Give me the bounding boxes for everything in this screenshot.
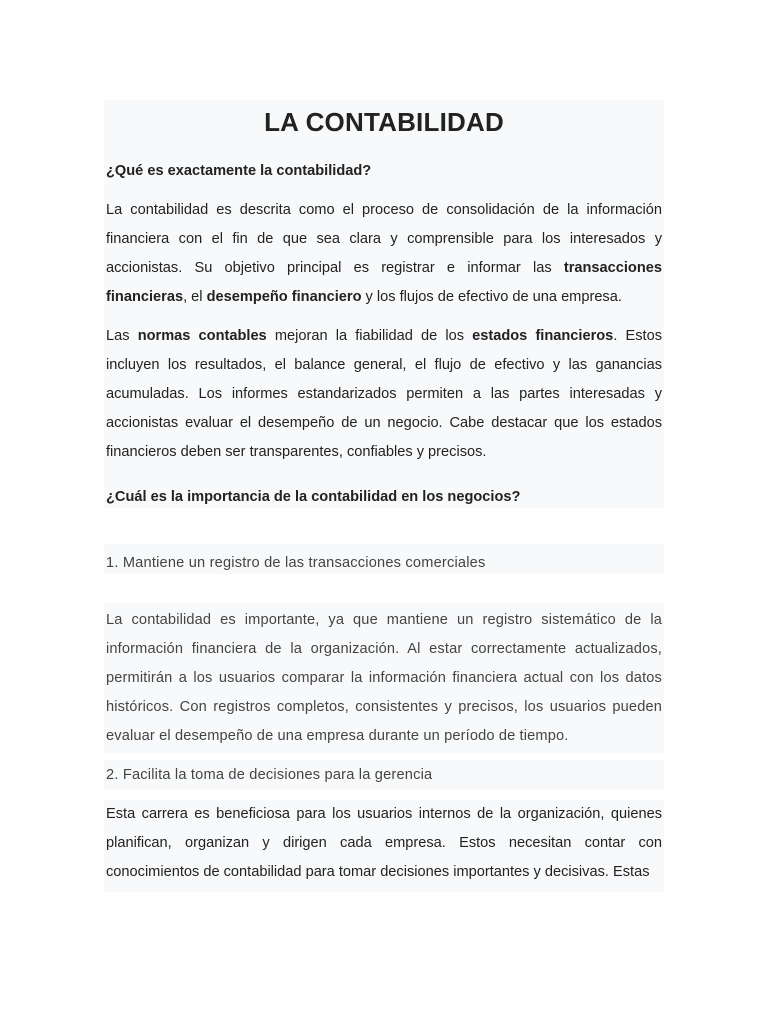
text-run: mejoran la fiabilidad de los: [266, 328, 473, 344]
text-run: . Estos incluyen los resultados, el balance general, el flujo de efectivo y las ganancias acumuladas. Los informes estandarizados permiten a las partes interesadas y accionistas evaluar el desempeño de un negocio. Cabe destacar que los estados financieros deben ser transparentes, confiables y precisos.: [106, 328, 663, 460]
text-run: y los flujos de efectivo de una empresa.: [361, 289, 622, 305]
page-title: LA CONTABILIDAD: [264, 107, 504, 137]
bold-term: normas contables: [137, 328, 267, 344]
question-heading: ¿Cuál es la importancia de la contabilidad en los negocios?: [106, 489, 521, 505]
paragraph-decisions: Esta carrera es beneficiosa para los usuarios internos de la organización, quienes planifican, organizan y dirigen cada empresa. Estos necesitan contar con conocimientos de contabilidad para tomar decisiones importantes y decisivas. Estas: [106, 806, 662, 880]
numbered-subheading: 1. Mantiene un registro de las transacciones comerciales: [106, 555, 486, 571]
paragraph-records: La contabilidad es importante, ya que mantiene un registro sistemático de la información financiera de la organización. Al estar correctamente actualizados, permitirán a los usuarios comparar la información financiera actual con los datos históricos. Con registros completos, consistentes y precisos, los usuarios pueden evaluar el desempeño de una empresa durante un período de tiempo.: [106, 612, 662, 744]
paragraph-definition: [106, 196, 662, 312]
paragraph-standards: [106, 322, 662, 467]
text-run: , el: [183, 289, 207, 305]
numbered-subheading: 2. Facilita la toma de decisiones para la gerencia: [106, 767, 433, 783]
page-bottom-margin: [0, 892, 768, 1024]
text-run: Las: [106, 328, 138, 344]
bold-term: desempeño financiero: [206, 289, 362, 305]
question-heading: ¿Qué es exactamente la contabilidad?: [106, 163, 372, 179]
bold-term: transacciones financieras: [106, 260, 662, 305]
text-run: La contabilidad es descrita como el proceso de consolidación de la información financiera con el fin de que sea clara y comprensible para los interesados y accionistas. Su objetivo principal es registrar e informar las: [106, 202, 662, 276]
bold-term: estados financieros: [472, 328, 614, 344]
